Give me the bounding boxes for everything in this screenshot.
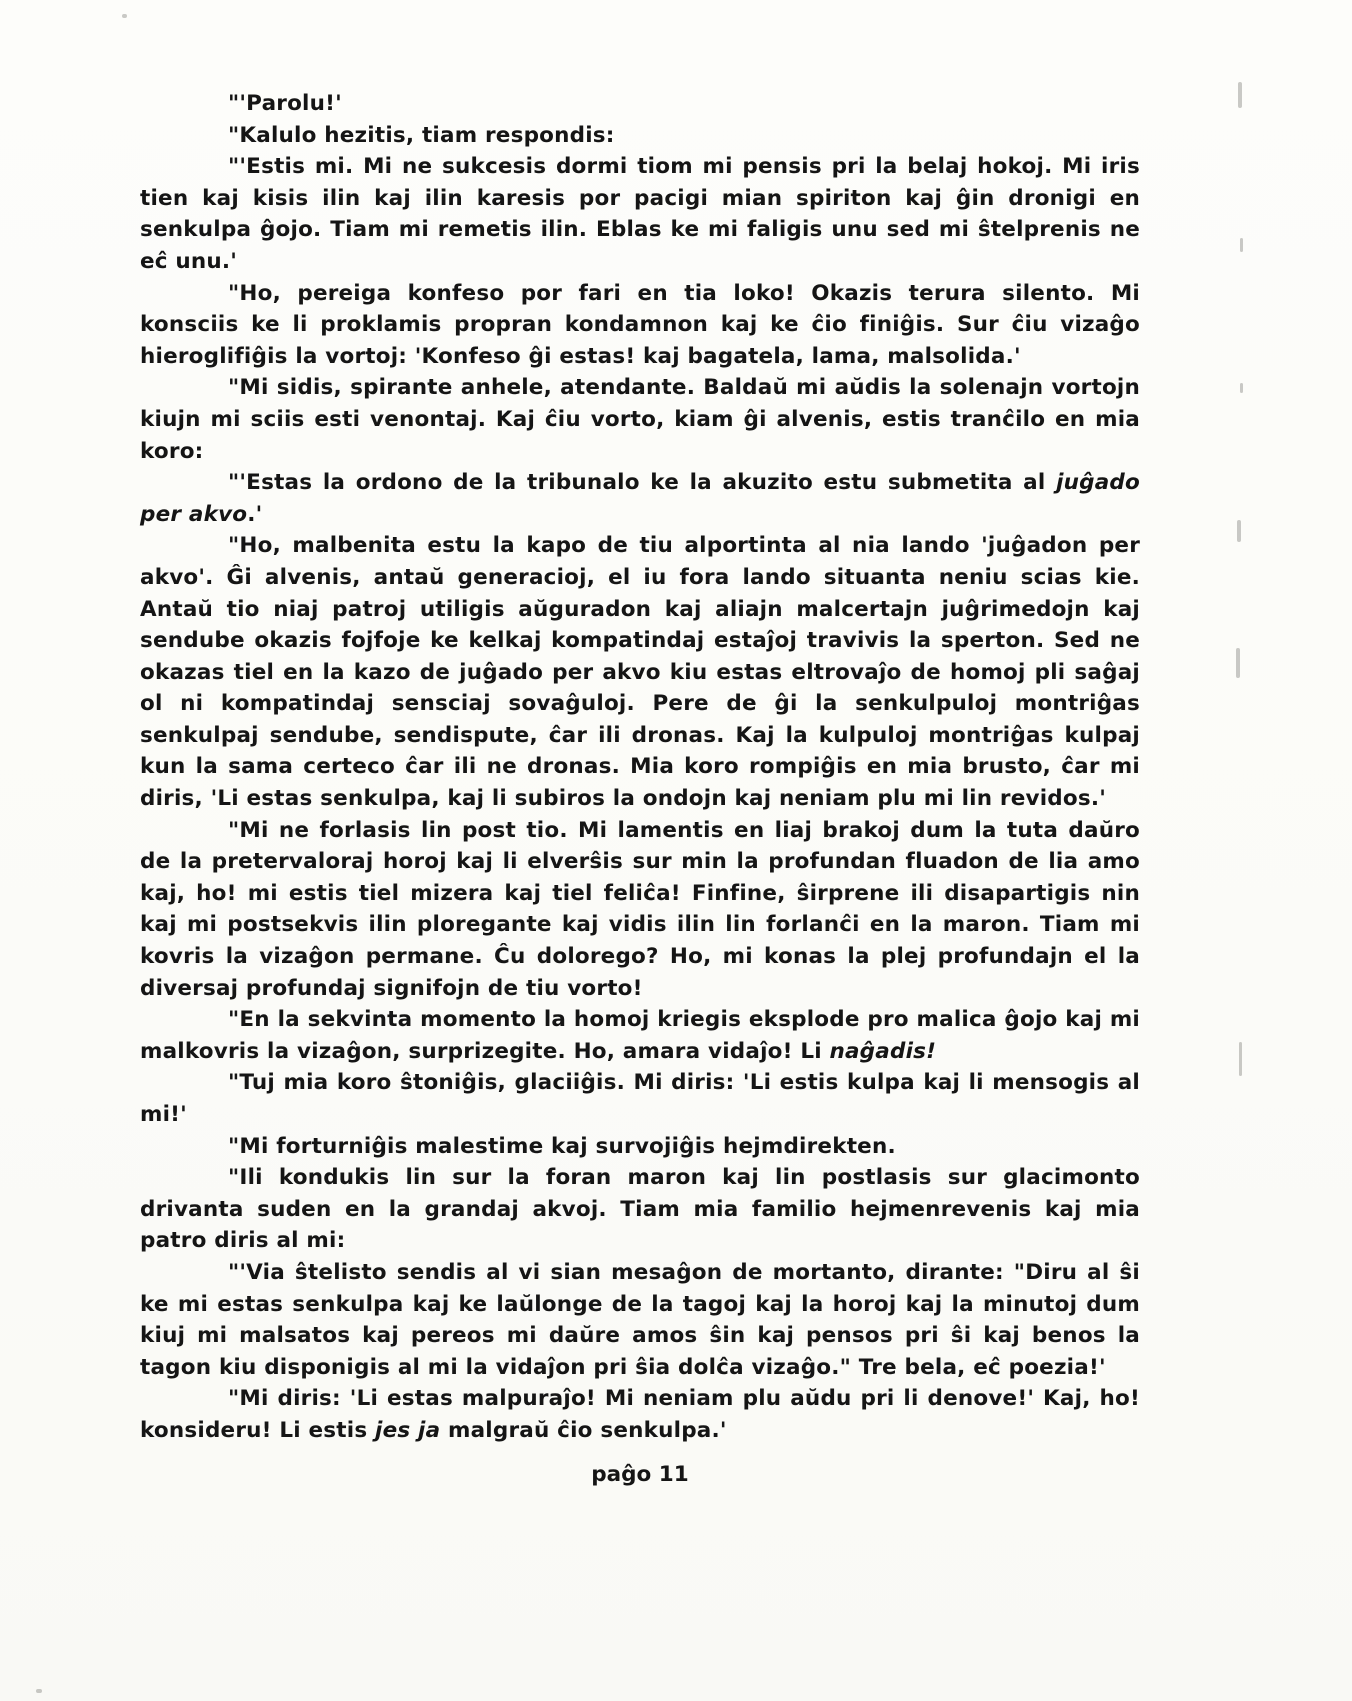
text-run: "Mi diris: 'Li estas malpuraĵo! Mi neniam plu aŭdu pri li denove!' Kaj, ho! konsideru! Li estis <box>140 1386 1140 1443</box>
text-run: "Tuj mia koro ŝtoniĝis, glaciiĝis. Mi diris: 'Li estis kulpa kaj li mensogis al mi!' <box>140 1070 1140 1127</box>
text-run: "Mi forturniĝis malestime kaj survojiĝis hejmdirekten. <box>228 1133 896 1159</box>
text-run: "En la sekvinta momento la homoj kriegis eksplode pro malica ĝojo kaj mi malkovris la vizaĝon, surprizegite. Ho, amara vidaĵo! Li <box>140 1007 1140 1064</box>
text-run: malgraŭ ĉio senkulpa.' <box>440 1417 727 1443</box>
text-run: "Ili kondukis lin sur la foran maron kaj lin postlasis sur glacimonto drivanta suden en la grandaj akvoj. Tiam mia familio hejmenrevenis kaj mia patro diris al mi: <box>140 1165 1140 1254</box>
text-run: "'Estis mi. Mi ne sukcesis dormi tiom mi pensis pri la belaj hokoj. Mi iris tien kaj kisis ilin kaj ilin karesis por pacigi mian spiriton kaj ĝin dronigi en senkulpa ĝojo. Tiam mi remetis ilin. Eblas ke mi faligis unu sed mi ŝtelprenis ne eĉ unu.' <box>140 154 1140 274</box>
text-run: "Mi sidis, spirante anhele, atendante. Baldaŭ mi aŭdis la solenajn vortojn kiujn mi sciis esti venontaj. Kaj ĉiu vorto, kiam ĝi alvenis, estis tranĉilo en mia koro: <box>140 375 1140 464</box>
paragraph <box>140 88 1140 120</box>
text-run: .' <box>247 501 263 527</box>
italic-text-run: naĝadis! <box>829 1038 937 1064</box>
scan-artifact <box>1238 82 1242 108</box>
text-run: "Kalulo hezitis, tiam respondis: <box>228 122 615 148</box>
paragraph <box>140 1067 1140 1130</box>
italic-text-run: jes ja <box>375 1417 441 1443</box>
scan-artifact <box>1240 383 1243 393</box>
scan-artifact <box>1240 238 1243 252</box>
paragraph <box>140 1257 1140 1383</box>
scan-artifact <box>1236 648 1240 678</box>
paragraph <box>140 467 1140 530</box>
paragraph <box>140 151 1140 277</box>
scan-artifact <box>36 1689 42 1693</box>
paragraph <box>140 120 1140 152</box>
text-run: "Ho, malbenita estu la kapo de tiu alportinta al nia lando 'juĝadon per akvo'. Ĝi alvenis, antaŭ generacioj, el iu fora lando situanta neniu scias kie. Antaŭ tio niaj patroj utiligis aŭguradon kaj aliajn malcertajn juĝrimedojn kaj sendube okazis fojfoje ke kelkaj kompatindaj estaĵoj travivis la sperton. Sed ne okazas tiel en la kazo de juĝado per akvo kiu estas eltrovaĵo de homoj pli saĝaj ol ni kompatindaj sensciaj sovaĝuloj. Pere de ĝi la senkulpuloj montriĝas senkulpaj sendube, sendispute, ĉar ili dronas. Kaj la kulpuloj montriĝas kulpaj kun la sama certeco ĉar ili ne dronas. Mia koro rompiĝis en mia brusto, ĉar mi diris, 'Li estas senkulpa, kaj li subiros la ondojn kaj neniam plu mi lin revidos.' <box>140 533 1140 812</box>
paragraph <box>140 1162 1140 1257</box>
paragraph <box>140 530 1140 814</box>
paragraph <box>140 815 1140 1005</box>
text-run: "'Parolu!' <box>228 91 342 116</box>
italic-text-run: juĝado per akvo <box>140 470 1140 527</box>
text-run: "Mi ne forlasis lin post tio. Mi lamentis en liaj brakoj dum la tuta daŭro de la pretervaloraj horoj kaj li elverŝis sur min la profundan fluadon de lia amo kaj, ho! mi estis tiel mizera kaj tiel feliĉa! Finfine, ŝirprene ili disapartigis nin kaj mi postsekvis ilin ploregante kaj vidis ilin lin forlanĉi en la maron. Tiam mi kovris la vizaĝon permane. Ĉu dolorego? Ho, mi konas la plej profundajn el la diversaj profundaj signifojn de tiu vorto! <box>140 817 1140 1001</box>
text-run: "Ho, pereiga konfeso por fari en tia loko! Okazis terura silento. Mi konsciis ke li proklamis propran kondamnon kaj ke ĉio finiĝis. Sur ĉiu vizaĝo hieroglifiĝis la vortoj: 'Konfeso ĝi estas! kaj bagatela, lama, malsolida.' <box>140 280 1140 369</box>
text-run: "'Via ŝtelisto sendis al vi sian mesaĝon de mortanto, dirante: "Diru al ŝi ke mi estas senkulpa kaj ke laŭlonge de la tagoj kaj la horoj kaj la minutoj dum kiuj mi malsatos kaj pereos mi daŭre amos ŝin kaj pensos pri ŝi kaj benos la tagon kiu disponigis al mi la vidaĵon pri ŝia dolĉa vizaĝo." Tre bela, eĉ poezia!' <box>140 1259 1140 1380</box>
text-run: "'Estas la ordono de la tribunalo ke la akuzito estu submetita al <box>228 470 1057 496</box>
paragraph <box>140 1131 1140 1163</box>
page-footer <box>140 1432 1140 1487</box>
scan-artifact <box>1239 1042 1242 1076</box>
page-number: paĝo 11 <box>591 1462 689 1487</box>
paragraph <box>140 278 1140 373</box>
text-block <box>140 88 1140 1447</box>
scan-artifact <box>122 14 127 18</box>
scan-artifact <box>1237 520 1241 542</box>
paragraph <box>140 372 1140 467</box>
paragraph <box>140 1004 1140 1067</box>
